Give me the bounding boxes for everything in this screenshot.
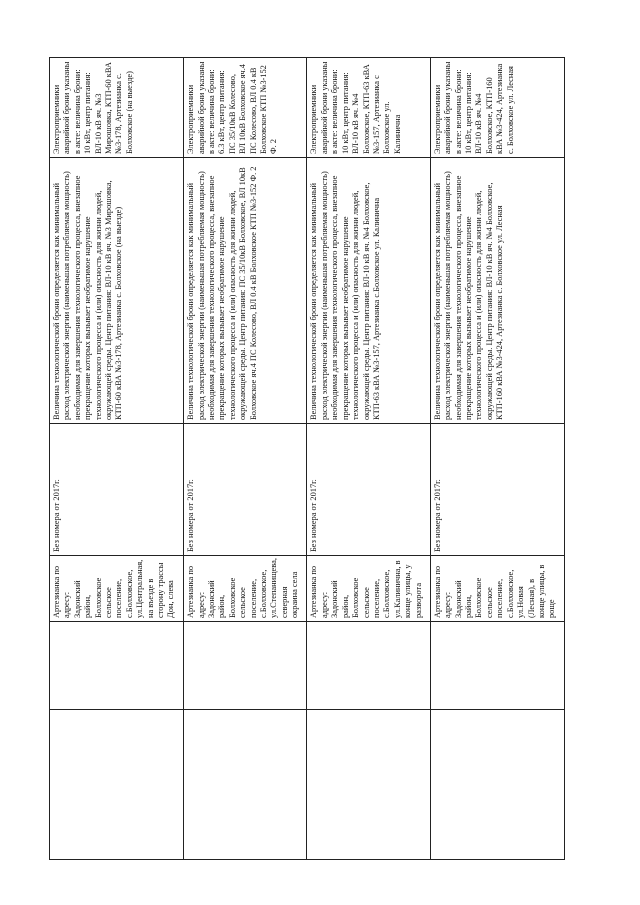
cell-number (430, 710, 564, 860)
cell-act-number: Без номера от 2017г. (184, 424, 307, 556)
reservation-table (49, 57, 565, 860)
cell-organization (307, 622, 430, 710)
cell-emergency-reserve: Электроприемники аварийной брони указаны в акте: величина брони: 10 кВт, центр питания: ВЛ-10 кВ яч. №4 Болховское, КТП-160 кВА №3-424, Артезианка с. Болховское ул. Лесная (430, 58, 564, 158)
cell-object-address: Артезианка по адресу: Задонский район, Болховское сельское поселение, с.Болховское, ул.Калинична, в конце улицы, у разворота (307, 556, 430, 622)
rotated-page (49, 58, 565, 860)
cell-tech-reserve: Величина технологической брони определяется как минимальный расход электрической энергии (наименьшая потребляемая мощность) необходимая для завершения технологического процесса, внезапное прекращение которых вызывает необратимое нарушение технологического процесса и (или) опасность для жизни людей, окружающей среды. Центр питания: ВЛ-10 кВ яч. №3 Мирошовка, КТП-60 кВА №3-178, Артезианка с. Болховское (на выезде) (50, 158, 184, 424)
cell-organization (50, 622, 184, 710)
cell-emergency-reserve: Электроприемники аварийной брони указаны в акте: величина брони: 10 кВт, центр питания: ВЛ-10 кВ яч. №4 Болховское, КТП-63 кВА №3-157, Артезианка с Болховское ул. Калинична (307, 58, 430, 158)
cell-emergency-reserve: Электроприемники аварийной брони указаны в акте: величина брони: 6.3 кВт, центр питания: ПС 35/10кВ Колесово, ВЛ 10кВ Болховское яч.4 ПС Колесово, ВЛ 0.4 кВ Болховское КТП №3-152 Ф. 2 (184, 58, 307, 158)
cell-act-number: Без номера от 2017г. (50, 424, 184, 556)
cell-number (50, 710, 184, 860)
table-row (50, 58, 184, 860)
cell-object-address: Артезианка по адресу: Задонский район, Болховское сельское поселение, с.Болховское, ул.Степанищева, северная окраина села (184, 556, 307, 622)
cell-object-address: Артезианка по адресу: Задонский район, Болховское сельское поселение, с.Болховское, ул.Центральная, на въезде в сторону трассы Дон, слева (50, 556, 184, 622)
table-row (430, 58, 564, 860)
cell-emergency-reserve: Электроприемники аварийной брони указаны в акте: величина брони: 10 кВт, центр питания: ВЛ-10 кВ яч. №3 Мирошовка, КТП-60 кВА №3-178, Артезианка с. Болховское (на выезде) (50, 58, 184, 158)
cell-act-number: Без номера от 2017г. (430, 424, 564, 556)
cell-tech-reserve: Величина технологической брони определяется как минимальный расход электрической энергии (наименьшая потребляемая мощность) необходимая для завершения технологического процесса, внезапное прекращение которых вызывает необратимое нарушение технологического процесса и (или) опасность для жизни людей, окружающей среды. Центр питания: ВЛ-10 кВ яч. №4 Болховское, КТП-160 кВА №3-424, Артезианка с. Болховское ул. Лесная (430, 158, 564, 424)
cell-act-number: Без номера от 2017г. (307, 424, 430, 556)
cell-number (307, 710, 430, 860)
cell-tech-reserve: Величина технологической брони определяется как минимальный расход электрической энергии (наименьшая потребляемая мощность) необходимая для завершения технологического процесса, внезапное прекращение которых вызывает необратимое нарушение технологического процесса и (или) опасность для жизни людей, окружающей среды. Центр питания: ВЛ-10 кВ яч. №4 Болховское, КТП-63 кВА №3-157, Артезианка с.Болховское ул. Калинична (307, 158, 430, 424)
cell-object-address: Артезианка по адресу: Задонский район, Болховское сельское поселение, с.Болховское, ул.Новая (Лесная), в конце улицы, в роще (430, 556, 564, 622)
cell-organization (430, 622, 564, 710)
table-row (184, 58, 307, 860)
cell-number (184, 710, 307, 860)
cell-organization (184, 622, 307, 710)
table-row (307, 58, 430, 860)
cell-tech-reserve: Величина технологической брони определяется как минимальный расход электрической энергии (наименьшая потребляемая мощность) необходимая для завершения технологического процесса, внезапное прекращение которых вызывает необратимое нарушение технологического процесса и (или) опасность для жизни людей, окружающей среды. Центр питания: ПС 35/10кВ Болховское, ВЛ 10кВ Болховское яч.4 ПС Колесово, ВЛ 0.4 кВ Болховское КТП №3-152 Ф. 2 (184, 158, 307, 424)
